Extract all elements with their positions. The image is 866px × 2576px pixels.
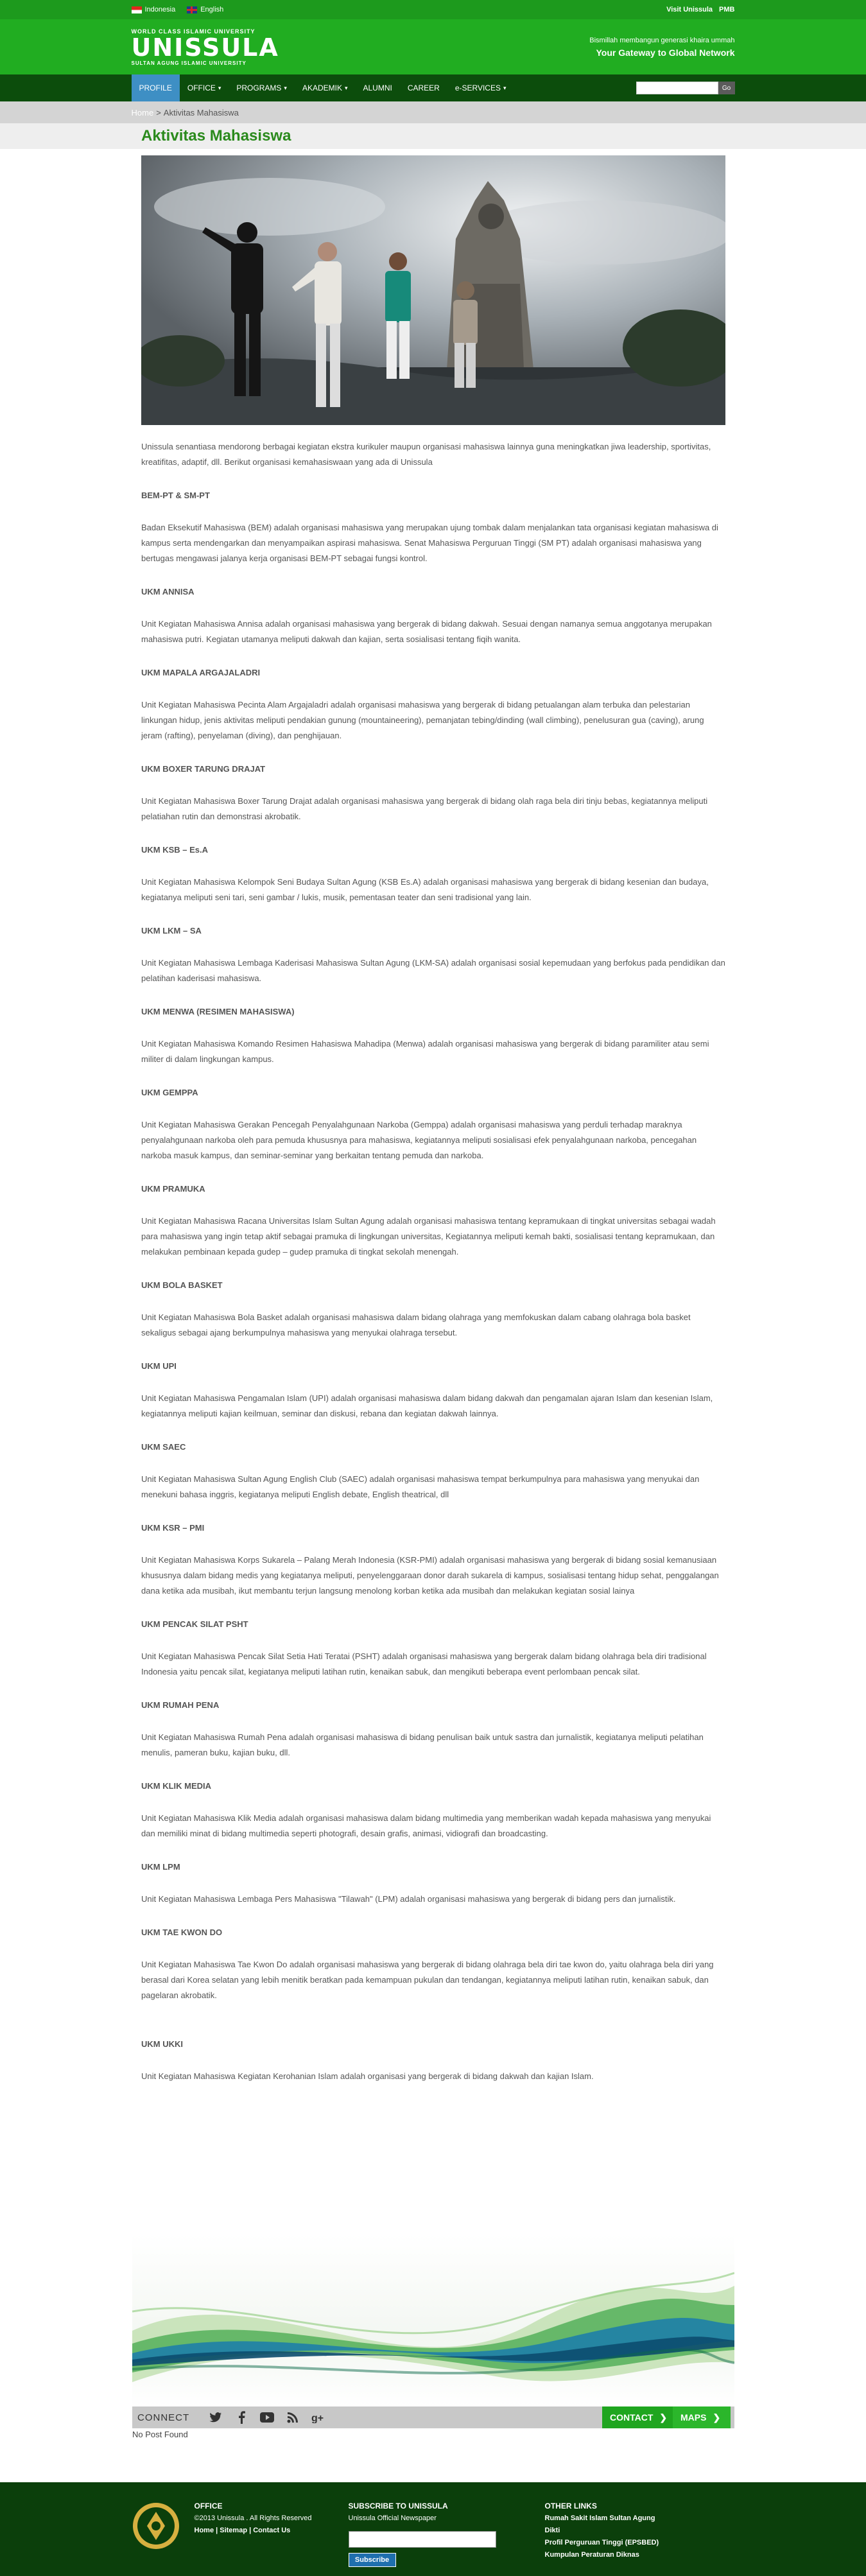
connect-label: CONNECT <box>137 2412 190 2423</box>
rss-icon[interactable] <box>286 2410 300 2424</box>
pmb-link[interactable]: PMB <box>719 6 735 13</box>
section-body: Unit Kegiatan Mahasiswa Kegiatan Kerohanian Islam adalah organisasi yang bergerak di bidang dakwah dan kajian Islam. <box>141 2071 594 2081</box>
section-heading: UKM LKM – SA <box>141 926 202 936</box>
nav-alumni[interactable]: ALUMNI <box>363 83 392 92</box>
section-body: Unit Kegiatan Mahasiswa Lembaga Kaderisasi Mahasiswa Sultan Agung (LKM-SA) adalah organisasi sosial kepemudaan yang berfokus pada pendidikan dan pelatihan kaderisasi mahasiswa. <box>141 958 725 983</box>
nav-career[interactable]: CAREER <box>407 83 440 92</box>
article-content <box>141 439 725 2084</box>
copyright: ©2013 Unissula . All Rights Reserved <box>194 2514 312 2522</box>
section-body: Unit Kegiatan Mahasiswa Sultan Agung English Club (SAEC) adalah organisasi mahasiswa tempat berkumpulnya para mahasiswa yang menyukai dan menekuni bahasa inggris, kegiatanya meliputi English debate, English theatrical, dll <box>141 1474 700 1499</box>
section-body: Unit Kegiatan Mahasiswa Pengamalan Islam (UPI) adalah organisasi mahasiswa dalam bidang dakwah dan pengamalan ajaran Islam dan kesenian Islam, kegiatannya meliputi kajian keilmuan, seminar dan diskusi, rebana dan kegiatan dakwah lainnya. <box>141 1393 713 1418</box>
top-bar <box>0 0 866 19</box>
tagline: Bismillah membangun generasi khaira ummah Your Gateway to Global Network <box>589 36 735 58</box>
section-heading: UKM ANNISA <box>141 587 195 596</box>
section-body: Unit Kegiatan Mahasiswa Kelompok Seni Budaya Sultan Agung (KSB Es.A) adalah organisasi mahasiswa yang bergerak di bidang kesenian dan budaya, kegiatanya meliputi seni tari, seni gambar / lukis, musik, pementasan teater dan seni tradisional yang lain. <box>141 877 709 902</box>
chevron-down-icon: ▾ <box>218 84 221 91</box>
footer-other-links: OTHER LINKS Rumah Sakit Islam Sultan Agung Dikti Profil Perguruan Tinggi (EPSBED) Kumpulan Peraturan Diknas <box>545 2500 659 2561</box>
intro-paragraph: Unissula senantiasa mendorong berbagai kegiatan ekstra kurikuler maupun organisasi mahasiswa lainnya guna meningkatkan jiwa leadership, sportivitas, kreatifitas, adaptif, dll. Berikut organisasi kemahasiswaan yang ada di Unissula <box>141 442 711 467</box>
chevron-down-icon: ▾ <box>344 84 348 91</box>
section-body: Unit Kegiatan Mahasiswa Rumah Pena adalah organisasi mahasiswa di bidang penulisan baik untuk sastra dan jurnalistik, kegiatanya meliputi pelatihan menulis, pameran buku, kajian buku, dll. <box>141 1732 704 1757</box>
other-link[interactable]: Rumah Sakit Islam Sultan Agung <box>544 2514 655 2522</box>
chevron-right-icon: ❯ <box>713 2412 721 2423</box>
section-heading: UKM KSR – PMI <box>141 1523 205 1533</box>
section-annisa <box>141 584 725 647</box>
section-heading: UKM MAPALA ARGAJALADRI <box>141 668 261 677</box>
youtube-icon[interactable] <box>260 2410 274 2424</box>
section-basket <box>141 1278 725 1341</box>
section-heading: UKM BOXER TARUNG DRAJAT <box>141 764 266 774</box>
section-body: Unit Kegiatan Mahasiswa Komando Resimen Hahasiswa Mahadipa (Menwa) adalah organisasi mahasiswa yang bergerak di bidang paramiliter atau semi militer di dalam lingkungan kampus. <box>141 1039 709 1064</box>
header <box>0 19 866 74</box>
footer <box>0 2482 866 2576</box>
other-link[interactable]: Dikti <box>544 2527 560 2534</box>
section-heading: UKM LPM <box>141 1862 180 1872</box>
section-lpm <box>141 1859 725 1907</box>
svg-text:g+: g+ <box>311 2413 324 2423</box>
section-bem <box>141 488 725 566</box>
section-boxer <box>141 761 725 824</box>
section-pramuka <box>141 1181 725 1260</box>
section-ksr <box>141 1520 725 1599</box>
visit-unissula-link[interactable]: Visit Unissula <box>666 6 713 13</box>
google-plus-icon[interactable] <box>311 2410 325 2424</box>
university-seal-icon <box>132 2502 180 2550</box>
other-link[interactable]: Profil Perguruan Tinggi (EPSBED) <box>544 2539 659 2546</box>
section-ukki <box>141 2037 725 2084</box>
section-menwa <box>141 1004 725 1067</box>
chevron-down-icon: ▾ <box>284 84 287 91</box>
nav-profile[interactable]: PROFILE <box>132 74 180 101</box>
subscribe-button[interactable]: Subscribe <box>349 2553 396 2567</box>
footer-subscribe: SUBSCRIBE TO UNISSULA Unissula Official Newspaper Subscribe <box>349 2500 496 2567</box>
section-upi <box>141 1359 725 1422</box>
wave-banner <box>132 2234 734 2406</box>
search-input[interactable] <box>636 82 718 94</box>
indonesia-flag-icon <box>132 6 142 13</box>
section-body: Unit Kegiatan Mahasiswa Gerakan Pencegah Penyalahgunaan Narkoba (Gemppa) adalah organisasi mahasiswa yang perduli terhadap maraknya penyalahgunaan narkoba oleh para pemuda khususnya para mahasiswa, kegiatannya meliputi sosialisasi efek penyalahgunaan narkoba, pencegahan narkoba masuk kampus, dan seminar-seminar yang berkaitan tentang pemuda dan narkoba. <box>141 1120 697 1160</box>
section-ksb <box>141 842 725 905</box>
section-body: Unit Kegiatan Mahasiswa Pecinta Alam Argajaladri adalah organisasi mahasiswa yang bergerak di bidang petualangan alam terbuka dan pelestarian linkungan hidup, jenis aktivitas meliputi pendakian gunung (mountaineering), pemanjatan tebing/dinding (wall climbing), penelusuran gua (caving), arung jeram (rafting), penyelaman (diving), dan penghijauan. <box>141 700 704 740</box>
section-heading: UKM PENCAK SILAT PSHT <box>141 1619 248 1629</box>
chevron-down-icon: ▾ <box>503 84 507 91</box>
section-heading: UKM PRAMUKA <box>141 1184 205 1194</box>
section-body: Unit Kegiatan Mahasiswa Pencak Silat Setia Hati Teratai (PSHT) adalah organisasi mahasiswa yang bergerak dalam bidang olahraga bela diri tradisional Indonesia yaitu pencak silat, kegiatanya meliputi latihan rutin, kenaikan sabuk, dan mengikuti beberapa event perlombaan pencak silat. <box>141 1651 707 1676</box>
maps-button[interactable]: MAPS ❯ <box>673 2406 731 2428</box>
facebook-icon[interactable] <box>234 2410 248 2424</box>
section-body: Unit Kegiatan Mahasiswa Boxer Tarung Drajat adalah organisasi mahasiswa yang bergerak di bidang olah raga bela diri tinju bebas, kegiatannya meliputi pelatiahan rutin dan demonstrasi akrobatik. <box>141 796 708 821</box>
lang-english[interactable]: English <box>187 6 223 13</box>
section-gemppa <box>141 1085 725 1163</box>
uk-flag-icon <box>187 6 197 13</box>
section-body: Unit Kegiatan Mahasiswa Korps Sukarela – Palang Merah Indonesia (KSR-PMI) adalah organisasi mahasiswa yang bergerak di bidang sosial kemanusiaan khususnya dalam bidang medis yang kegiatanya meliputi, penyelenggaraan donor darah sukarela di kampus, sosialisasi tentang hidup sehat, penggalangan dana ketika ada musibah, ikut membantu terjun langsung menolong korban ketika ada musibah dan melakukan kegiatan sosial lainya <box>141 1555 719 1596</box>
section-heading: UKM SAEC <box>141 1442 186 1452</box>
breadcrumb <box>0 101 866 123</box>
unissula-logo[interactable]: WORLD CLASS ISLAMIC UNIVERSITY UNISSULA SULTAN AGUNG ISLAMIC UNIVERSITY <box>131 28 279 66</box>
main-nav <box>0 74 866 101</box>
section-heading: BEM-PT & SM-PT <box>141 491 210 500</box>
section-body: Unit Kegiatan Mahasiswa Klik Media adalah organisasi mahasiswa dalam bidang multimedia yang memberikan wadah kepada mahasiswa yang menyukai dan memiliki minat di bidang multimedia seperti photografi, desain grafis, animasi, vidiografi dan broadcasting. <box>141 1813 711 1838</box>
connect-bar <box>132 2406 734 2428</box>
section-body: Unit Kegiatan Mahasiswa Bola Basket adalah organisasi mahasiswa dalam bidang olahraga yang memfokuskan dalam cabang olahraga bola basket sekaligus sebagai ajang berkumpulnya mahasiswa yang menyukai olahraga tersebut. <box>141 1312 691 1337</box>
section-lkm <box>141 923 725 986</box>
section-body: Unit Kegiatan Mahasiswa Lembaga Pers Mahasiswa "Tilawah" (LPM) adalah organisasi mahasiswa yang bergerak di bidang pers dan jurnalistik. <box>141 1894 676 1904</box>
section-body: Unit Kegiatan Mahasiswa Tae Kwon Do adalah organisasi mahasiswa yang bergerak di bidang olahraga bela diri tae kwon do, yaitu olahraga bela diri yang berasal dari Korea selatan yang lebih menitik beratkan pada kemampuan pukulan dan tendangan, kegiatannya meliputi latihan rutin, kenaikan sabuk, dan pagelaran akrobatik. <box>141 1960 714 2000</box>
section-heading: UKM KLIK MEDIA <box>141 1781 212 1791</box>
search-box <box>636 82 735 94</box>
green-wave-graphic <box>132 2234 734 2406</box>
subscribe-email-input[interactable] <box>349 2531 496 2548</box>
section-body: Unit Kegiatan Mahasiswa Annisa adalah organisasi mahasiswa yang bergerak di bidang dakwah. Sesuai dengan namanya semua anggotanya merupakan mahasiswa putri. Kegiatan utamanya meliputi dakwah dan kajian, serta sosialisasi tentang fiqih wanita. <box>141 619 712 644</box>
footer-links[interactable]: Home | Sitemap | Contact Us <box>194 2527 291 2534</box>
nav-programs[interactable]: PROGRAMS ▾ <box>236 83 287 92</box>
section-heading: UKM UPI <box>141 1361 177 1371</box>
section-taekwondo <box>141 1925 725 2003</box>
section-heading: UKM RUMAH PENA <box>141 1700 220 1710</box>
section-klik-media <box>141 1779 725 1841</box>
lang-indonesia[interactable]: Indonesia <box>132 6 176 13</box>
section-heading: UKM MENWA (RESIMEN MAHASISWA) <box>141 1007 295 1016</box>
nav-akademik[interactable]: AKADEMIK ▾ <box>302 83 348 92</box>
breadcrumb-home[interactable]: Home <box>131 107 154 117</box>
title-band <box>0 123 866 149</box>
section-body: Badan Eksekutif Mahasiswa (BEM) adalah organisasi mahasiswa yang merupakan ujung tombak dalam menjalankan tata organisasi kegiatan mahasiswa di kampus serta mendengarkan dan menyampaikan aspirasi mahasiswa. Senat Mahasiswa Perguruan Tinggi (SM PT) adalah organisasi mahasiswa yang bertugas mengawasi jalanya kerja organisasi BEM-PT sebagai fungsi kontrol. <box>141 523 718 563</box>
section-saec <box>141 1440 725 1502</box>
section-heading: UKM GEMPPA <box>141 1088 198 1097</box>
search-button[interactable]: Go <box>718 82 735 94</box>
section-heading: UKM UKKI <box>141 2039 183 2049</box>
twitter-icon[interactable] <box>209 2410 223 2424</box>
hero-photo <box>141 155 725 425</box>
nav-e-services[interactable]: e-SERVICES ▾ <box>455 83 507 92</box>
page-title: Aktivitas Mahasiswa <box>141 127 291 144</box>
section-mapala <box>141 665 725 744</box>
section-heading: UKM KSB – Es.A <box>141 845 209 855</box>
section-body: Unit Kegiatan Mahasiswa Racana Universitas Islam Sultan Agung adalah organisasi mahasiswa tentang kepramukaan di tingkat universitas sebagai wadah para mahasiswa yang ingin tetap aktif sebagai pramuka di lingkungan universitas, Kegiatannya meliputi kemah bakti, sosialisasi tentang kepramukaan, dan melakukan pembinaan kepada gudep – gudep pramuka di tingkat sekolah menengah. <box>141 1216 716 1257</box>
students-photo-illustration <box>141 155 725 425</box>
section-heading: UKM BOLA BASKET <box>141 1280 223 1290</box>
breadcrumb-current: Aktivitas Mahasiswa <box>163 107 239 117</box>
contact-button[interactable]: CONTACT ❯ <box>602 2406 673 2428</box>
footer-office: OFFICE ©2013 Unissula . All Rights Reserved Home | Sitemap | Contact Us <box>195 2500 312 2537</box>
section-rumah-pena <box>141 1698 725 1761</box>
other-link[interactable]: Kumpulan Peraturan Diknas <box>544 2551 639 2559</box>
breadcrumb-separator: > <box>156 107 161 117</box>
no-post-message: No Post Found <box>132 2430 188 2439</box>
nav-office[interactable]: OFFICE ▾ <box>187 83 221 92</box>
chevron-right-icon: ❯ <box>659 2412 668 2423</box>
section-psht <box>141 1617 725 1680</box>
section-heading: UKM TAE KWON DO <box>141 1928 223 1937</box>
